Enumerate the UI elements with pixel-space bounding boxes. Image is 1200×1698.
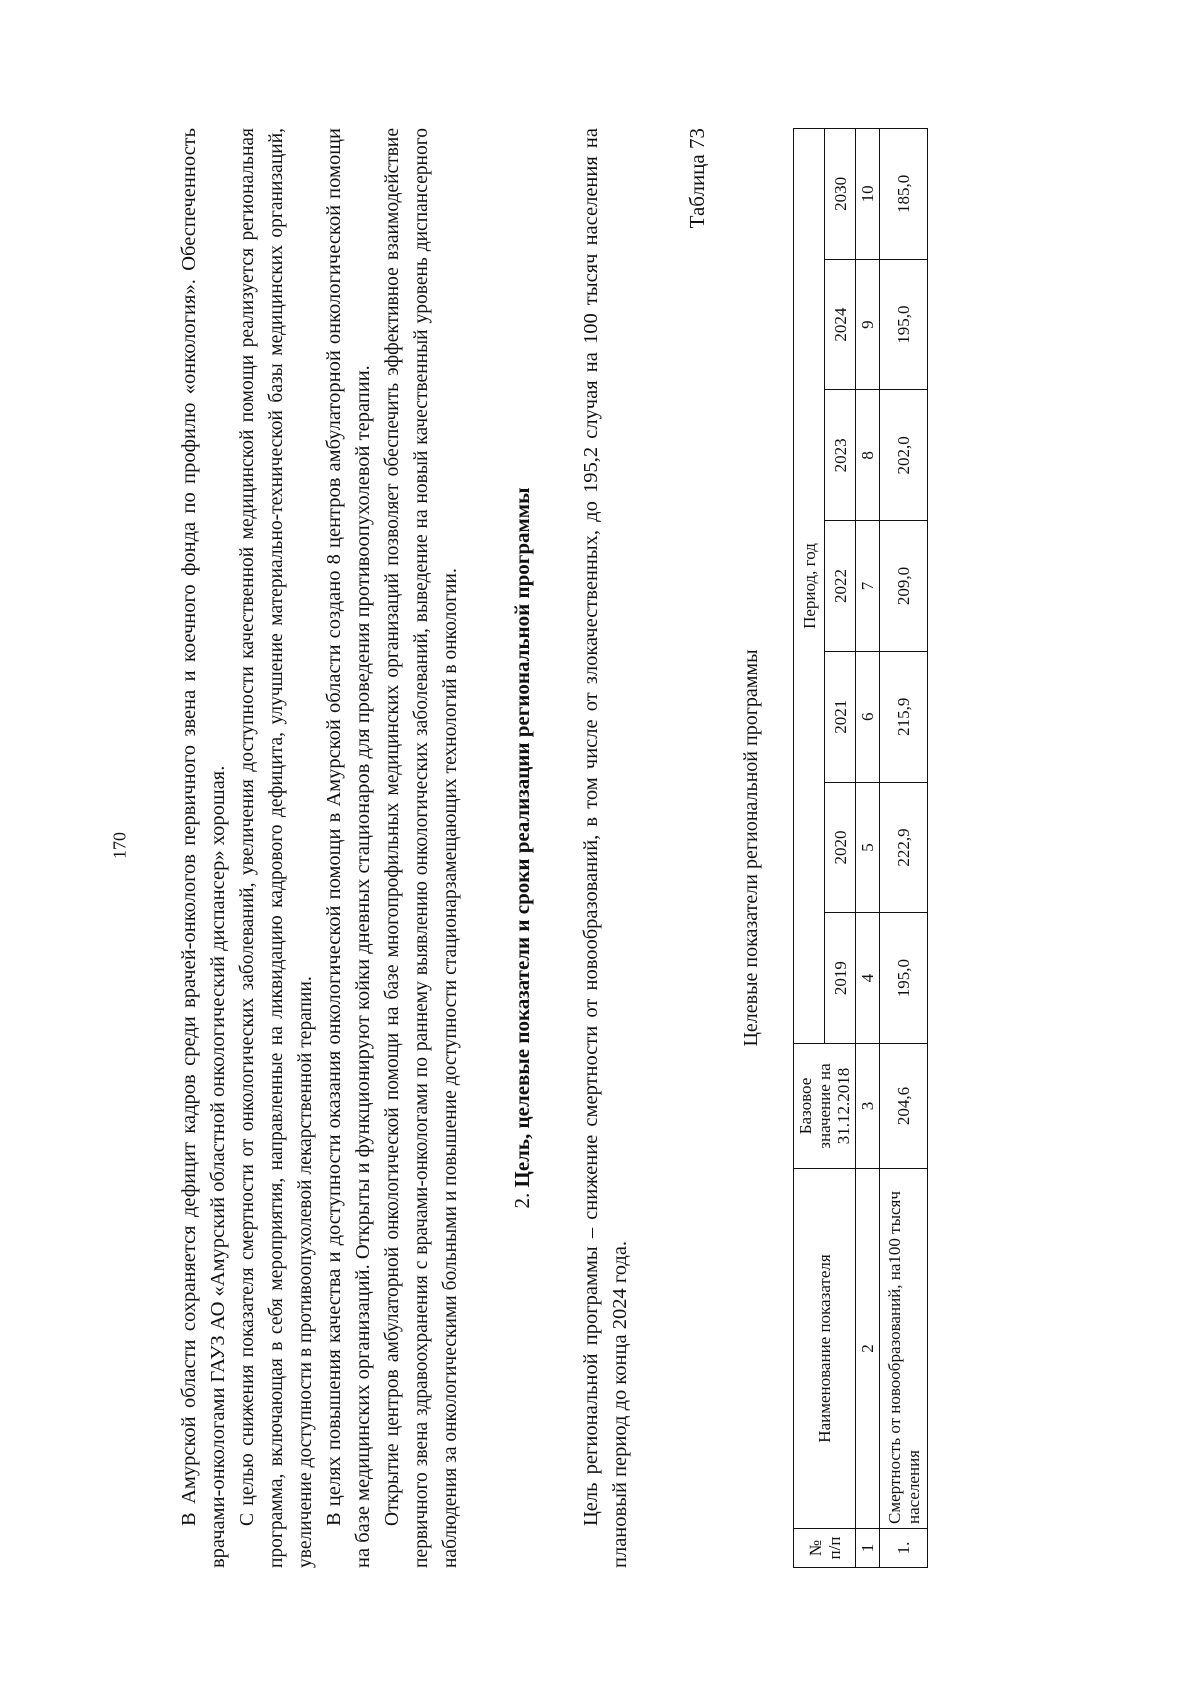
paragraph-program-goal: С целью снижения показателя смертности от онкологических заболеваний, увеличения доступности качественной медицинской помощи реализуется региональная программа, включающая в себя мероприятия, направленные на ликвидацию кадрового дефицита, улучшение материально-технической базы медицинских организаций, увеличение доступности в противоопухолевой лекарственной терапии. <box>237 128 316 1568</box>
page-number: 170 <box>109 832 130 859</box>
header-base: Базовое значение на 31.12.2018 <box>794 1044 856 1169</box>
header-year: 2024 <box>825 259 856 390</box>
paragraph-centers: В целях повышения качества и доступности оказания онкологической помощи в Амурской области создано 8 центров амбулаторной онкологической помощи на базе медицинских организаций. Открыты и функционируют койки дневных стационаров для проведения противоопухолевой терапии. <box>323 128 374 1568</box>
index-cell: 10 <box>856 129 880 260</box>
index-cell: 7 <box>856 521 880 652</box>
table-index-row <box>856 129 880 1568</box>
section-title: Цель, целевые показатели и сроки реализации региональной программы <box>510 487 534 1188</box>
header-year: 2020 <box>825 782 856 913</box>
row-value: 215,9 <box>880 651 928 782</box>
header-year: 2030 <box>825 129 856 260</box>
row-base: 204,6 <box>880 1044 928 1169</box>
section-heading <box>507 128 537 1568</box>
index-cell: 3 <box>856 1044 880 1169</box>
row-value: 195,0 <box>880 913 928 1044</box>
index-cell: 9 <box>856 259 880 390</box>
rotated-page-content <box>175 128 1115 1568</box>
row-name: Смертность от новообразований, на100 тысяч населения <box>880 1169 928 1529</box>
header-year: 2019 <box>825 913 856 1044</box>
paragraph-centers-benefits: Открытие центров амбулаторной онкологической помощи на базе многопрофильных медицинских организаций позволяет обеспечить эффективное взаимодействие первичного звена здравоохранения с врачами-онкологами по раннему выявлению онкологических заболеваний, выведение на новый качественный уровень диспансерного наблюдения за онкологическими больными и повышение доступности стационарзамещающих технологий в онкологии. <box>382 128 461 1568</box>
index-cell: 5 <box>856 782 880 913</box>
table-number: Таблица 73 <box>685 128 709 229</box>
paragraph-target: Цель региональной программы – снижение смертности от новообразований, в том числе от злокачественных, до 195,2 случая на 100 тысяч населения на плановый период до конца 2024 года. <box>580 128 631 1568</box>
index-cell: 6 <box>856 651 880 782</box>
index-cell: 4 <box>856 913 880 1044</box>
index-cell: 1 <box>856 1529 880 1568</box>
index-cell: 8 <box>856 390 880 521</box>
header-period: Период, год <box>794 129 825 1044</box>
header-year: 2023 <box>825 390 856 521</box>
header-num: № п/п <box>794 1529 856 1568</box>
row-value: 202,0 <box>880 390 928 521</box>
row-num: 1. <box>880 1529 928 1568</box>
header-year: 2021 <box>825 651 856 782</box>
row-value: 222,9 <box>880 782 928 913</box>
row-value: 195,0 <box>880 259 928 390</box>
row-value: 185,0 <box>880 129 928 260</box>
targets-table <box>793 128 928 1568</box>
index-cell: 2 <box>856 1169 880 1529</box>
paragraph-staffing: В Амурской области сохраняется дефицит кадров среди врачей-онкологов первичного звена и коечного фонда по профилю «онкология». Обеспеченность врачами-онкологами ГАУЗ АО «Амурский областной онкологический диспансер» хорошая. <box>178 128 229 1568</box>
header-name: Наименование показателя <box>794 1169 856 1529</box>
table-row <box>880 129 928 1568</box>
table-header-row <box>794 129 825 1568</box>
header-year: 2022 <box>825 521 856 652</box>
section-number: 2. <box>510 1192 534 1209</box>
table-caption: Целевые показатели региональной программы <box>740 649 762 1047</box>
row-value: 209,0 <box>880 521 928 652</box>
